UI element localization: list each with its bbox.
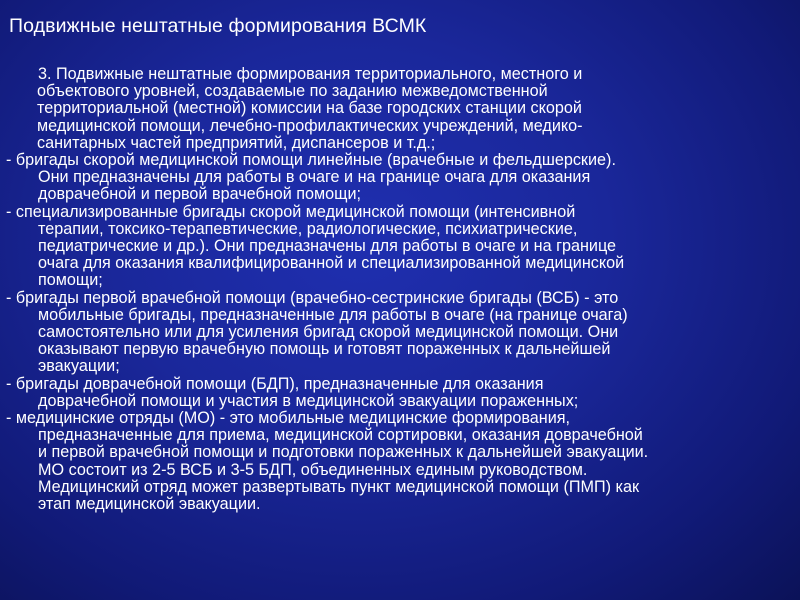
paragraph-specialized-brigades: [6, 204, 796, 290]
paragraph-prehospital-brigades: [6, 376, 796, 410]
text-line: и первой врачебной помощи и подготовки пораженных к дальнейшей эвакуации.: [38, 443, 649, 462]
text-line: оказывают первую врачебную помощь и готовят пораженных к дальнейшей: [38, 340, 611, 359]
text-line: - медицинские отряды (МО) - это мобильные медицинские формирования,: [6, 409, 571, 428]
text-line: - бригады скорой медицинской помощи линейные (врачебные и фельдшерские).: [6, 151, 616, 170]
paragraph-formations-intro: [6, 66, 796, 152]
text-line: Медицинский отряд может развертывать пункт медицинской помощи (ПМП) как: [38, 477, 640, 496]
text-line: доврачебной и первой врачебной помощи;: [38, 185, 361, 204]
text-line: мобильные бригады, предназначенные для работы в очаге (на границе очага): [38, 305, 628, 324]
text-line: помощи;: [38, 271, 103, 290]
text-line: медицинской помощи, лечебно-профилактических учреждений, медико-: [37, 116, 583, 135]
text-line: МО состоит из 2-5 ВСБ и 3-5 БДП, объединенных единым руководством.: [38, 460, 588, 479]
text-line: эвакуации;: [38, 357, 120, 376]
slide-title: Подвижные нештатные формирования ВСМК: [9, 15, 427, 37]
text-line: самостоятельно или для усиления бригад скорой медицинской помощи. Они: [38, 323, 619, 342]
text-line: терапии, токсико-терапевтические, радиологические, психиатрические,: [38, 219, 578, 238]
text-line: - бригады доврачебной помощи (БДП), предназначенные для оказания: [6, 374, 544, 393]
text-line: педиатрические и др.). Они предназначены для работы в очаге и на границе: [38, 237, 617, 256]
paragraph-first-aid-brigades: [6, 290, 796, 376]
text-line: территориальной (местной) комиссии на базе городских станции скорой: [37, 99, 582, 118]
text-line: объектового уровней, создаваемые по заданию межведомственной: [37, 82, 548, 101]
text-line: этап медицинской эвакуации.: [38, 495, 261, 514]
text-line: - специализированные бригады скорой медицинской помощи (интенсивной: [6, 202, 576, 221]
text-line: санитарных частей предприятий, диспансеров и т.д.;: [37, 133, 436, 152]
paragraph-medical-detachments: [6, 410, 796, 513]
text-line: 3. Подвижные нештатные формирования территориального, местного и: [38, 65, 583, 83]
text-line: предназначенные для приема, медицинской сортировки, оказания доврачебной: [38, 426, 643, 445]
text-line: доврачебной помощи и участия в медицинской эвакуации пораженных;: [38, 391, 579, 410]
text-line: - бригады первой врачебной помощи (врачебно-сестринские бригады (ВСБ) - это: [6, 288, 619, 307]
text-line: очага для оказания квалифицированной и специализированной медицинской: [38, 254, 625, 273]
text-line: Они предназначены для работы в очаге и на границе очага для оказания: [38, 168, 591, 187]
slide-body: [6, 66, 796, 513]
paragraph-linear-brigades: [6, 152, 796, 204]
